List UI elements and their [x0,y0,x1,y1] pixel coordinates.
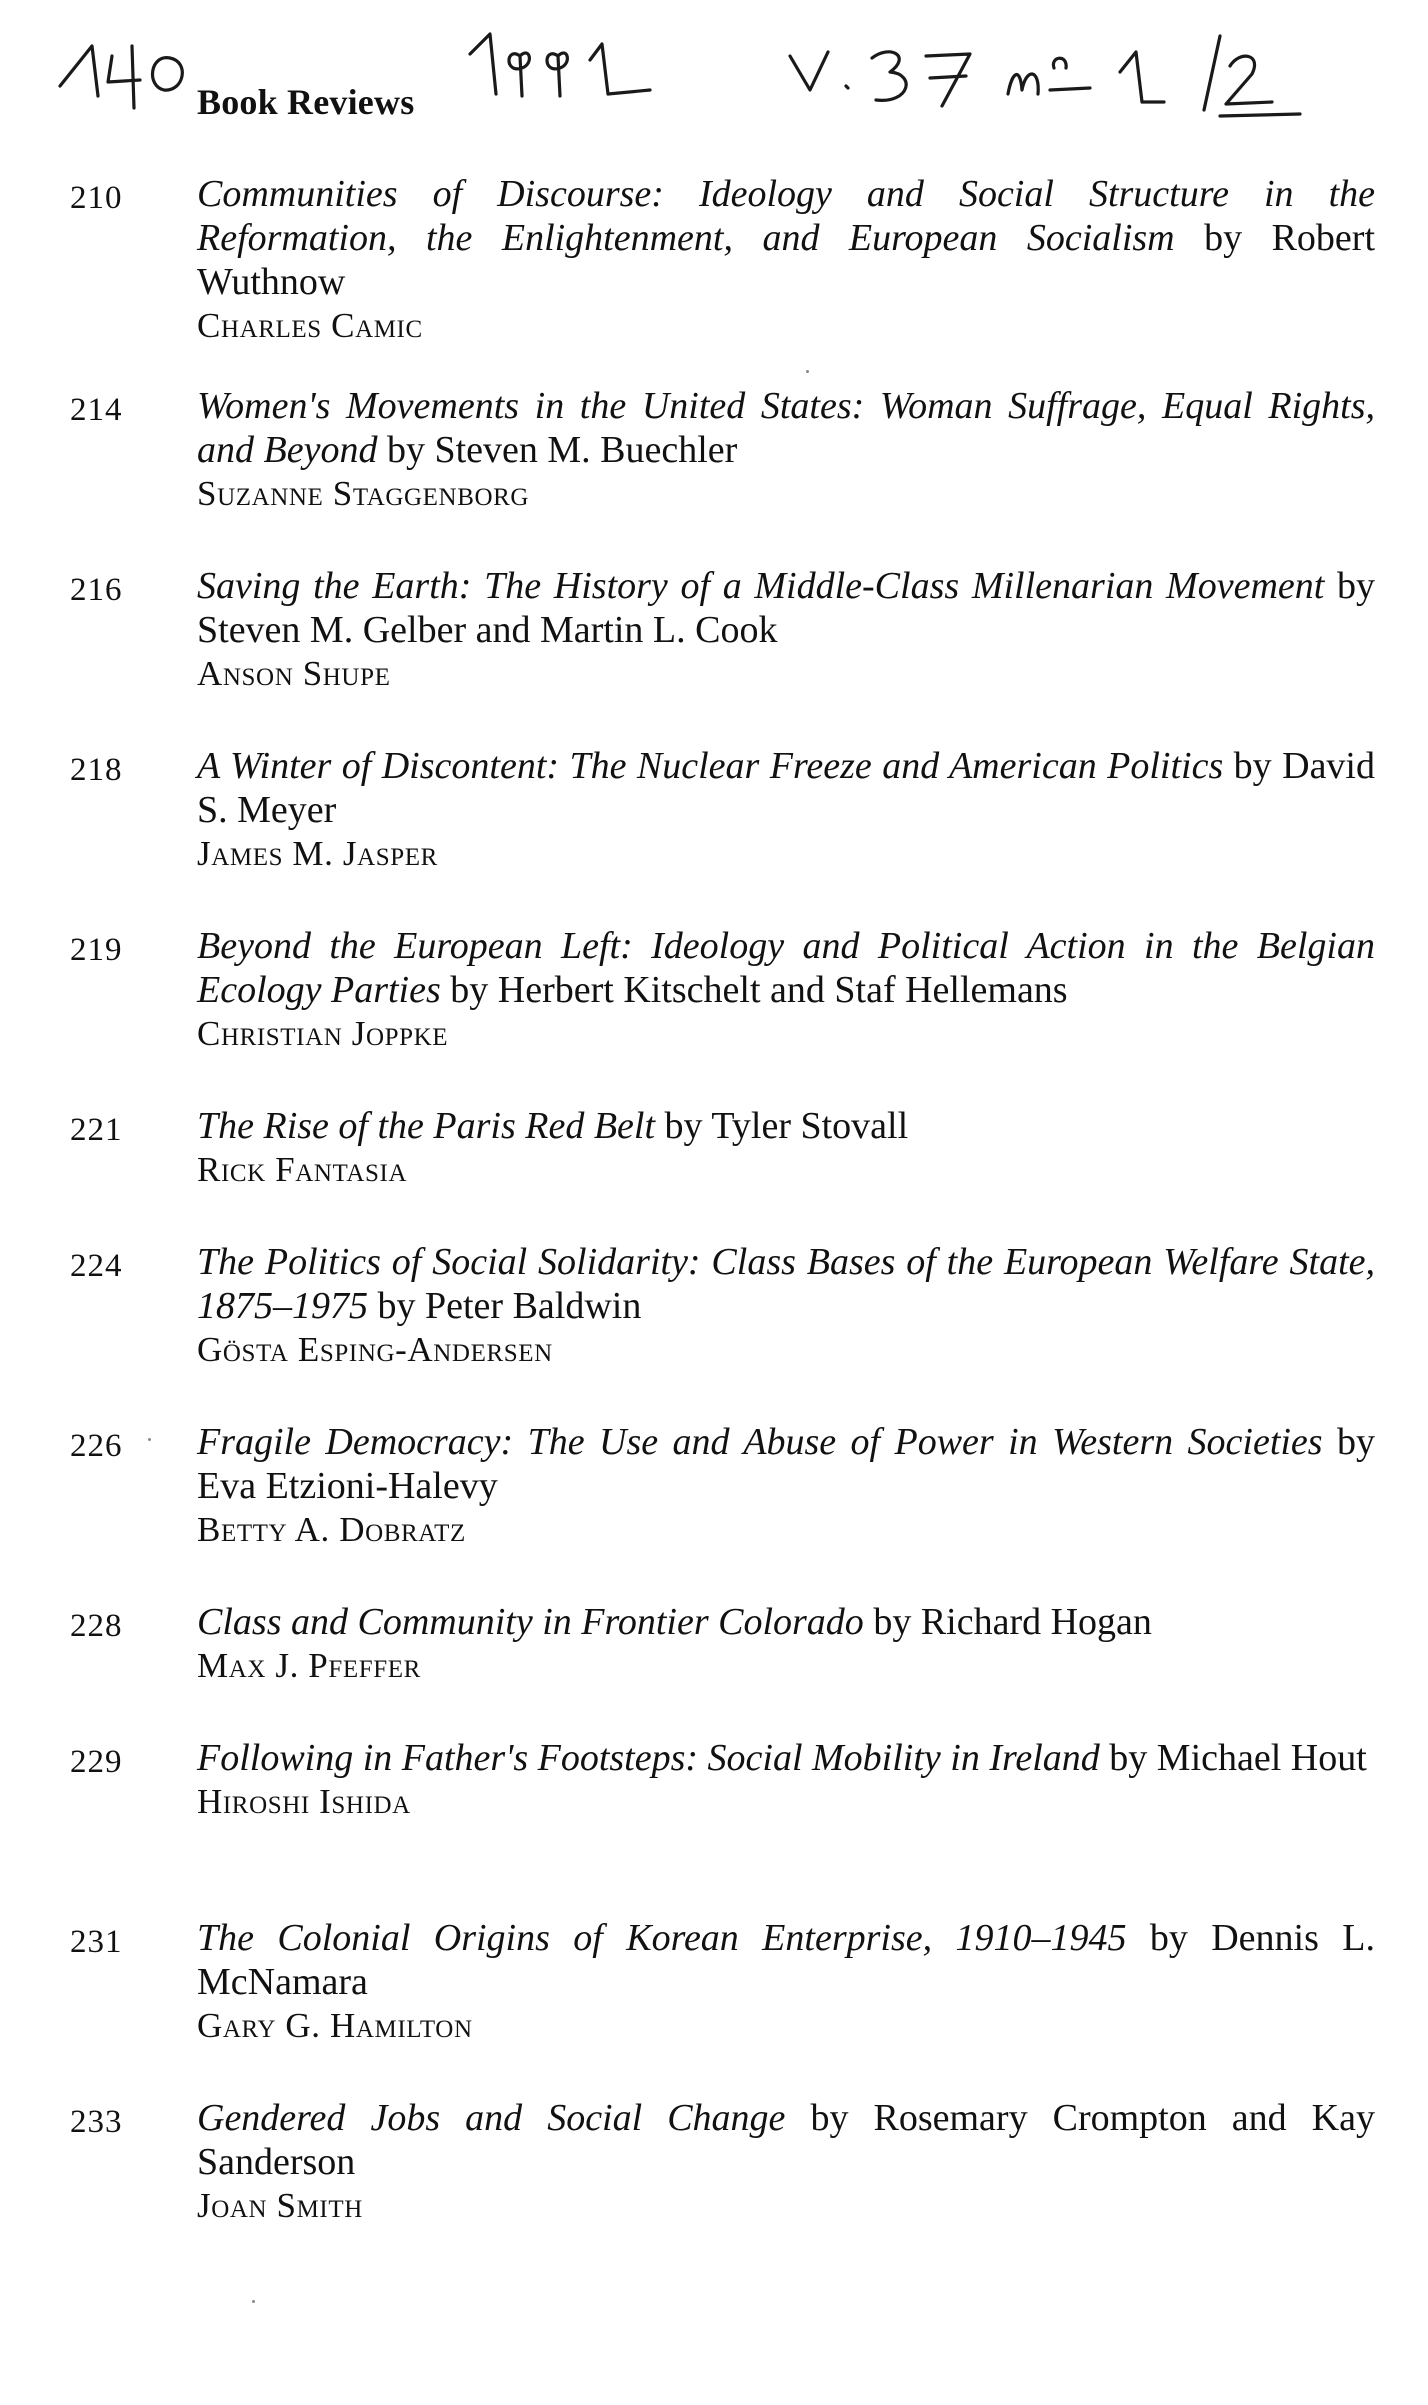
citation [197,924,1375,1012]
entry-body [197,172,1375,348]
author-byline: by Richard Hogan [863,1601,1152,1643]
reviewer-name: Suzanne Staggenborg [197,474,530,513]
entry-body [197,924,1375,1056]
entry-body [197,1916,1375,2048]
page-number: 233 [70,2104,123,2140]
entry-body [197,564,1375,696]
reviewer-name: Rick Fantasia [197,1150,408,1189]
citation [197,744,1375,832]
scan-speck [148,1438,151,1441]
citation [197,384,1375,472]
book-title: The Politics of Social Solidarity: Class Bases of the European Welfare State, 1875–1975 [197,1241,1375,1327]
page-number: 210 [70,180,123,216]
entry-body [197,1600,1375,1688]
review-entry [0,1600,1428,1736]
book-title: The Rise of the Paris Red Belt [197,1105,656,1147]
review-entry [0,1104,1428,1240]
page-number: 231 [70,1924,123,1960]
author-byline: by Peter Baldwin [368,1285,642,1327]
page-number: 228 [70,1608,123,1644]
reviewer-name: Gary G. Hamilton [197,2006,473,2045]
book-title: A Winter of Discontent: The Nuclear Freeze and American Politics [197,745,1224,787]
author-byline: by Steven M. Gelber and Martin L. Cook [197,565,1375,651]
author-byline: by Eva Etzioni-Halevy [197,1421,1376,1507]
scan-speck [806,370,809,373]
page-number: 214 [70,392,123,428]
book-title: Class and Community in Frontier Colorado [197,1601,864,1643]
reviewer-name: Charles Camic [197,306,423,345]
reviewer-name: Christian Joppke [197,1014,449,1053]
book-title: The Colonial Origins of Korean Enterprise, 1910–1945 [197,1917,1127,1959]
citation [197,2096,1375,2184]
author-byline: by Michael Hout [1099,1737,1367,1779]
reviewer-name: Gösta Esping-Andersen [197,1330,553,1369]
author-byline: by Herbert Kitschelt and Staf Hellemans [440,969,1068,1011]
book-title: Saving the Earth: The History of a Middle-Class Millenarian Movement [197,565,1325,607]
review-entry [0,384,1428,564]
reviewer-name: Max J. Pfeffer [197,1646,421,1685]
citation [197,1240,1375,1328]
author-byline: by Tyler Stovall [655,1105,909,1147]
entry-body [197,1240,1375,1372]
reviewer-name: Joan Smith [197,2186,363,2225]
review-entry [0,1736,1428,1916]
review-entry [0,564,1428,744]
review-entry [0,172,1428,384]
book-title: Communities of Discourse: Ideology and Social Structure in the Reformation, the Enlightenment, and European Socialism [197,173,1375,259]
page-number: 218 [70,752,123,788]
section-title: Book Reviews [197,82,415,122]
author-byline: by Dennis L. McNamara [197,1917,1375,2003]
book-title: Gendered Jobs and Social Change [197,2097,786,2139]
page-number: 216 [70,572,123,608]
citation [197,564,1375,652]
review-entry [0,1916,1428,2096]
reviewer-name: Betty A. Dobratz [197,1510,466,1549]
book-title: Following in Father's Footsteps: Social Mobility in Ireland [197,1737,1100,1779]
scan-speck [252,2300,255,2303]
citation [197,1916,1375,2004]
citation [197,1420,1375,1508]
page-number: 229 [70,1744,123,1780]
page-number: 226 [70,1428,123,1464]
entry-body [197,2096,1375,2228]
book-title: Beyond the European Left: Ideology and Political Action in the Belgian Ecology Parties [197,925,1375,1011]
review-entry [0,1420,1428,1600]
author-byline: by Steven M. Buechler [377,429,738,471]
review-entry [0,1240,1428,1420]
review-entry [0,924,1428,1104]
reviewer-name: Hiroshi Ishida [197,1782,411,1821]
entry-body [197,744,1375,876]
author-byline: by David S. Meyer [197,745,1375,831]
citation [197,1600,1375,1644]
reviewer-name: Anson Shupe [197,654,391,693]
page-number: 219 [70,932,123,968]
review-list [0,172,1428,2276]
book-title: Women's Movements in the United States: Woman Suffrage, Equal Rights, and Beyond [197,385,1375,471]
citation [197,1104,1375,1148]
citation [197,172,1375,304]
review-entry [0,2096,1428,2276]
author-byline: by Robert Wuthnow [197,217,1375,303]
entry-body [197,1420,1375,1552]
page-number: 224 [70,1248,123,1284]
book-title: Fragile Democracy: The Use and Abuse of Power in Western Societies [197,1421,1323,1463]
entry-body [197,384,1375,516]
citation [197,1736,1375,1780]
entry-body [197,1104,1375,1192]
page-number: 221 [70,1112,123,1148]
entry-body [197,1736,1375,1824]
review-entry [0,744,1428,924]
author-byline: by Rosemary Crompton and Kay Sanderson [197,2097,1375,2183]
reviewer-name: James M. Jasper [197,834,438,873]
